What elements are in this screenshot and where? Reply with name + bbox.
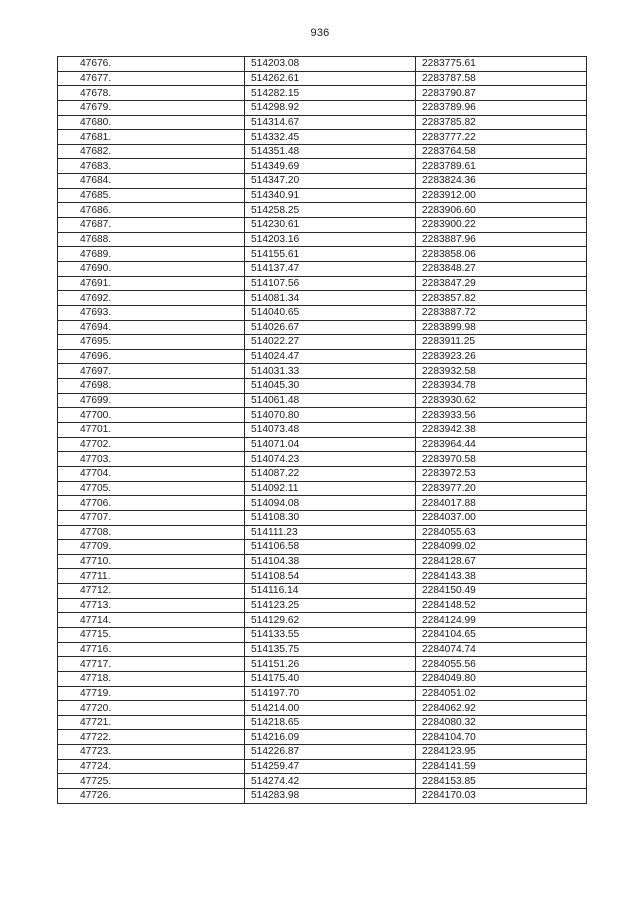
x-coordinate-cell: 514283.98 — [245, 789, 416, 804]
x-coordinate-cell: 514107.56 — [245, 276, 416, 291]
table-row — [58, 379, 587, 394]
point-number-cell: 47697. — [58, 364, 245, 379]
table-row — [58, 174, 587, 189]
table-row — [58, 159, 587, 174]
table-row — [58, 613, 587, 628]
y-coordinate-cell: 2283933.56 — [416, 408, 587, 423]
table-row — [58, 569, 587, 584]
point-number-cell: 47709. — [58, 540, 245, 555]
x-coordinate-cell: 514175.40 — [245, 671, 416, 686]
y-coordinate-cell: 2283899.98 — [416, 320, 587, 335]
y-coordinate-cell: 2283934.78 — [416, 379, 587, 394]
x-coordinate-cell: 514108.54 — [245, 569, 416, 584]
y-coordinate-cell: 2283764.58 — [416, 144, 587, 159]
y-coordinate-cell: 2284062.92 — [416, 701, 587, 716]
x-coordinate-cell: 514040.65 — [245, 305, 416, 320]
point-number-cell: 47719. — [58, 686, 245, 701]
x-coordinate-cell: 514216.09 — [245, 730, 416, 745]
table-row — [58, 789, 587, 804]
x-coordinate-cell: 514026.67 — [245, 320, 416, 335]
point-number-cell: 47715. — [58, 627, 245, 642]
x-coordinate-cell: 514349.69 — [245, 159, 416, 174]
point-number-cell: 47700. — [58, 408, 245, 423]
point-number-cell: 47721. — [58, 715, 245, 730]
x-coordinate-cell: 514071.04 — [245, 437, 416, 452]
point-number-cell: 47677. — [58, 71, 245, 86]
y-coordinate-cell: 2283887.96 — [416, 232, 587, 247]
y-coordinate-cell: 2283912.00 — [416, 188, 587, 203]
point-number-cell: 47696. — [58, 349, 245, 364]
point-number-cell: 47723. — [58, 745, 245, 760]
x-coordinate-cell: 514282.15 — [245, 86, 416, 101]
y-coordinate-cell: 2284080.32 — [416, 715, 587, 730]
x-coordinate-cell: 514214.00 — [245, 701, 416, 716]
table-row — [58, 715, 587, 730]
point-number-cell: 47710. — [58, 554, 245, 569]
y-coordinate-cell: 2283972.53 — [416, 466, 587, 481]
x-coordinate-cell: 514111.23 — [245, 525, 416, 540]
x-coordinate-cell: 514022.27 — [245, 335, 416, 350]
x-coordinate-cell: 514123.25 — [245, 598, 416, 613]
point-number-cell: 47714. — [58, 613, 245, 628]
x-coordinate-cell: 514061.48 — [245, 393, 416, 408]
x-coordinate-cell: 514094.08 — [245, 496, 416, 511]
y-coordinate-cell: 2283942.38 — [416, 423, 587, 438]
x-coordinate-cell: 514347.20 — [245, 174, 416, 189]
x-coordinate-cell: 514104.38 — [245, 554, 416, 569]
coordinates-table-body — [58, 57, 587, 804]
y-coordinate-cell: 2283789.96 — [416, 100, 587, 115]
point-number-cell: 47676. — [58, 57, 245, 72]
point-number-cell: 47701. — [58, 423, 245, 438]
table-row — [58, 671, 587, 686]
table-row — [58, 188, 587, 203]
x-coordinate-cell: 514116.14 — [245, 584, 416, 599]
table-row — [58, 437, 587, 452]
y-coordinate-cell: 2284104.65 — [416, 627, 587, 642]
table-row — [58, 130, 587, 145]
point-number-cell: 47689. — [58, 247, 245, 262]
table-row — [58, 261, 587, 276]
point-number-cell: 47725. — [58, 774, 245, 789]
coordinates-table — [57, 56, 587, 804]
table-row — [58, 57, 587, 72]
table-row — [58, 335, 587, 350]
table-row — [58, 86, 587, 101]
table-row — [58, 247, 587, 262]
y-coordinate-cell: 2284055.63 — [416, 525, 587, 540]
point-number-cell: 47693. — [58, 305, 245, 320]
point-number-cell: 47712. — [58, 584, 245, 599]
x-coordinate-cell: 514106.58 — [245, 540, 416, 555]
table-row — [58, 305, 587, 320]
point-number-cell: 47679. — [58, 100, 245, 115]
point-number-cell: 47694. — [58, 320, 245, 335]
y-coordinate-cell: 2284148.52 — [416, 598, 587, 613]
point-number-cell: 47690. — [58, 261, 245, 276]
table-row — [58, 423, 587, 438]
y-coordinate-cell: 2284143.38 — [416, 569, 587, 584]
x-coordinate-cell: 514135.75 — [245, 642, 416, 657]
table-row — [58, 408, 587, 423]
table-row — [58, 364, 587, 379]
y-coordinate-cell: 2283887.72 — [416, 305, 587, 320]
y-coordinate-cell: 2283964.44 — [416, 437, 587, 452]
table-row — [58, 496, 587, 511]
point-number-cell: 47717. — [58, 657, 245, 672]
x-coordinate-cell: 514258.25 — [245, 203, 416, 218]
table-row — [58, 510, 587, 525]
table-row — [58, 701, 587, 716]
point-number-cell: 47682. — [58, 144, 245, 159]
point-number-cell: 47678. — [58, 86, 245, 101]
table-row — [58, 218, 587, 233]
x-coordinate-cell: 514045.30 — [245, 379, 416, 394]
y-coordinate-cell: 2284170.03 — [416, 789, 587, 804]
point-number-cell: 47685. — [58, 188, 245, 203]
table-row — [58, 584, 587, 599]
y-coordinate-cell: 2283977.20 — [416, 481, 587, 496]
point-number-cell: 47698. — [58, 379, 245, 394]
x-coordinate-cell: 514340.91 — [245, 188, 416, 203]
point-number-cell: 47716. — [58, 642, 245, 657]
y-coordinate-cell: 2284074.74 — [416, 642, 587, 657]
table-row — [58, 320, 587, 335]
point-number-cell: 47706. — [58, 496, 245, 511]
x-coordinate-cell: 514081.34 — [245, 291, 416, 306]
point-number-cell: 47692. — [58, 291, 245, 306]
table-row — [58, 627, 587, 642]
table-row — [58, 540, 587, 555]
y-coordinate-cell: 2283789.61 — [416, 159, 587, 174]
x-coordinate-cell: 514203.16 — [245, 232, 416, 247]
point-number-cell: 47711. — [58, 569, 245, 584]
point-number-cell: 47680. — [58, 115, 245, 130]
y-coordinate-cell: 2284055.56 — [416, 657, 587, 672]
x-coordinate-cell: 514197.70 — [245, 686, 416, 701]
table-row — [58, 144, 587, 159]
y-coordinate-cell: 2283923.26 — [416, 349, 587, 364]
x-coordinate-cell: 514298.92 — [245, 100, 416, 115]
page-number: 936 — [310, 27, 330, 39]
point-number-cell: 47699. — [58, 393, 245, 408]
x-coordinate-cell: 514314.67 — [245, 115, 416, 130]
y-coordinate-cell: 2284123.95 — [416, 745, 587, 760]
table-row — [58, 100, 587, 115]
y-coordinate-cell: 2283930.62 — [416, 393, 587, 408]
y-coordinate-cell: 2283906.60 — [416, 203, 587, 218]
y-coordinate-cell: 2284153.85 — [416, 774, 587, 789]
y-coordinate-cell: 2284128.67 — [416, 554, 587, 569]
point-number-cell: 47703. — [58, 452, 245, 467]
y-coordinate-cell: 2284141.59 — [416, 759, 587, 774]
table-row — [58, 291, 587, 306]
y-coordinate-cell: 2283790.87 — [416, 86, 587, 101]
y-coordinate-cell: 2284104.70 — [416, 730, 587, 745]
y-coordinate-cell: 2284049.80 — [416, 671, 587, 686]
x-coordinate-cell: 514092.11 — [245, 481, 416, 496]
table-row — [58, 745, 587, 760]
table-row — [58, 452, 587, 467]
table-row — [58, 642, 587, 657]
point-number-cell: 47687. — [58, 218, 245, 233]
x-coordinate-cell: 514024.47 — [245, 349, 416, 364]
y-coordinate-cell: 2283858.06 — [416, 247, 587, 262]
x-coordinate-cell: 514155.61 — [245, 247, 416, 262]
point-number-cell: 47722. — [58, 730, 245, 745]
point-number-cell: 47707. — [58, 510, 245, 525]
table-row — [58, 598, 587, 613]
y-coordinate-cell: 2283787.58 — [416, 71, 587, 86]
point-number-cell: 47720. — [58, 701, 245, 716]
y-coordinate-cell: 2283911.25 — [416, 335, 587, 350]
y-coordinate-cell: 2283900.22 — [416, 218, 587, 233]
x-coordinate-cell: 514073.48 — [245, 423, 416, 438]
y-coordinate-cell: 2284017.88 — [416, 496, 587, 511]
x-coordinate-cell: 514332.45 — [245, 130, 416, 145]
table-row — [58, 759, 587, 774]
table-row — [58, 232, 587, 247]
point-number-cell: 47688. — [58, 232, 245, 247]
x-coordinate-cell: 514262.61 — [245, 71, 416, 86]
table-row — [58, 466, 587, 481]
point-number-cell: 47681. — [58, 130, 245, 145]
x-coordinate-cell: 514137.47 — [245, 261, 416, 276]
point-number-cell: 47695. — [58, 335, 245, 350]
point-number-cell: 47705. — [58, 481, 245, 496]
x-coordinate-cell: 514230.61 — [245, 218, 416, 233]
point-number-cell: 47726. — [58, 789, 245, 804]
y-coordinate-cell: 2284150.49 — [416, 584, 587, 599]
table-row — [58, 349, 587, 364]
table-row — [58, 276, 587, 291]
x-coordinate-cell: 514351.48 — [245, 144, 416, 159]
table-row — [58, 730, 587, 745]
point-number-cell: 47684. — [58, 174, 245, 189]
table-row — [58, 71, 587, 86]
point-number-cell: 47713. — [58, 598, 245, 613]
y-coordinate-cell: 2284099.02 — [416, 540, 587, 555]
x-coordinate-cell: 514203.08 — [245, 57, 416, 72]
x-coordinate-cell: 514108.30 — [245, 510, 416, 525]
table-row — [58, 203, 587, 218]
x-coordinate-cell: 514151.26 — [245, 657, 416, 672]
point-number-cell: 47718. — [58, 671, 245, 686]
x-coordinate-cell: 514133.55 — [245, 627, 416, 642]
table-row — [58, 774, 587, 789]
x-coordinate-cell: 514074.23 — [245, 452, 416, 467]
y-coordinate-cell: 2284051.02 — [416, 686, 587, 701]
y-coordinate-cell: 2283785.82 — [416, 115, 587, 130]
x-coordinate-cell: 514259.47 — [245, 759, 416, 774]
x-coordinate-cell: 514031.33 — [245, 364, 416, 379]
point-number-cell: 47702. — [58, 437, 245, 452]
point-number-cell: 47724. — [58, 759, 245, 774]
point-number-cell: 47686. — [58, 203, 245, 218]
table-row — [58, 657, 587, 672]
y-coordinate-cell: 2283857.82 — [416, 291, 587, 306]
y-coordinate-cell: 2283777.22 — [416, 130, 587, 145]
y-coordinate-cell: 2283970.58 — [416, 452, 587, 467]
x-coordinate-cell: 514218.65 — [245, 715, 416, 730]
table-row — [58, 115, 587, 130]
point-number-cell: 47691. — [58, 276, 245, 291]
table-row — [58, 481, 587, 496]
y-coordinate-cell: 2283848.27 — [416, 261, 587, 276]
y-coordinate-cell: 2283824.36 — [416, 174, 587, 189]
point-number-cell: 47683. — [58, 159, 245, 174]
x-coordinate-cell: 514274.42 — [245, 774, 416, 789]
x-coordinate-cell: 514087.22 — [245, 466, 416, 481]
x-coordinate-cell: 514226.87 — [245, 745, 416, 760]
point-number-cell: 47704. — [58, 466, 245, 481]
y-coordinate-cell: 2283775.61 — [416, 57, 587, 72]
y-coordinate-cell: 2284037.00 — [416, 510, 587, 525]
x-coordinate-cell: 514070.80 — [245, 408, 416, 423]
table-row — [58, 393, 587, 408]
table-row — [58, 686, 587, 701]
table-row — [58, 525, 587, 540]
point-number-cell: 47708. — [58, 525, 245, 540]
table-row — [58, 554, 587, 569]
y-coordinate-cell: 2283932.58 — [416, 364, 587, 379]
y-coordinate-cell: 2284124.99 — [416, 613, 587, 628]
y-coordinate-cell: 2283847.29 — [416, 276, 587, 291]
x-coordinate-cell: 514129.62 — [245, 613, 416, 628]
